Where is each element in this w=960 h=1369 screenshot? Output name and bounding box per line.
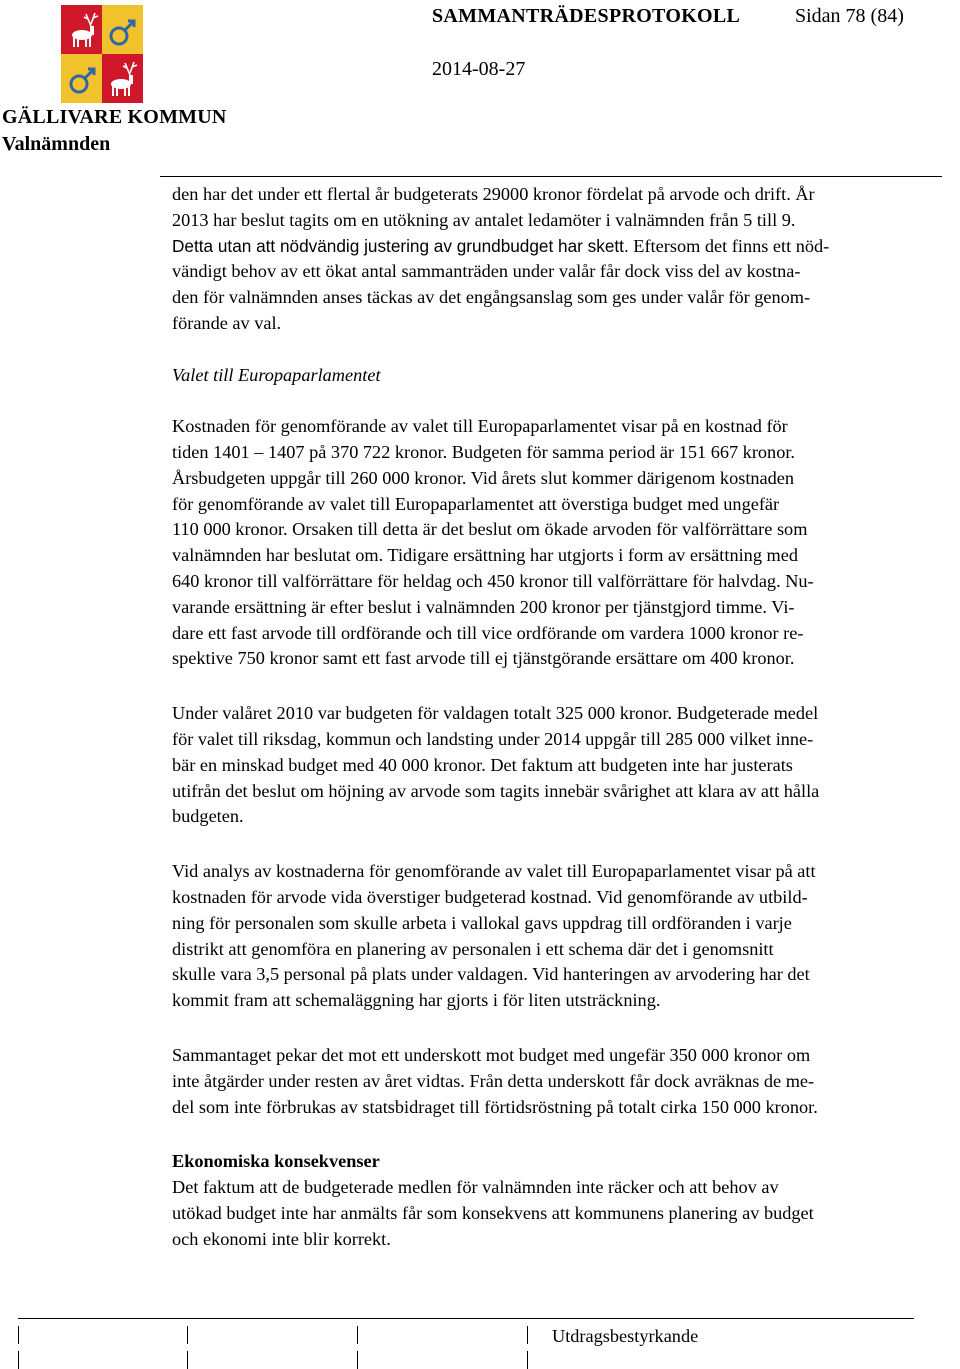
body-line: utökad budget inte har anmälts får som konsekvens att kommunens planering av budget (172, 1202, 814, 1223)
body-line: Kostnaden för genomförande av valet till Europaparlamentet visar på en kostnad för (172, 416, 788, 437)
body-line: valnämnden har beslutat om. Tidigare ersättning har utgjorts i form av ersättning med (172, 545, 798, 566)
body-line (172, 234, 960, 260)
body-line: Under valåret 2010 var budgeten för valdagen totalt 325 000 kronor. Budgeterade medel (172, 703, 819, 724)
protocol-title: SAMMANTRÄDESPROTOKOLL (432, 5, 741, 27)
body-line: bär en minskad budget med 40 000 kronor. Det faktum att budgeten inte har justerats (172, 754, 793, 775)
body-line: spektive 750 kronor samt ett fast arvode till ej tjänstgörande ersättare om 400 kronor. (172, 648, 795, 669)
organization-name: GÄLLIVARE KOMMUN (2, 106, 227, 128)
signature-box-divider (18, 1326, 19, 1344)
crest-quarter-gold-bottom (61, 54, 102, 103)
body-line: vändigt behov av ett ökat antal sammanträden under valår får dock viss del av kostna- (172, 261, 801, 282)
body-line: 110 000 kronor. Orsaken till detta är det beslut om ökade arvoden för valförrättare som (172, 519, 808, 540)
section-heading: Ekonomiska konsekvenser (172, 1151, 380, 1172)
document-date: 2014-08-27 (432, 58, 526, 80)
body-line: utifrån det beslut om höjning av arvode som tagits innebär svårighet att klara av att hålla (172, 780, 820, 801)
body-line: den har det under ett flertal år budgeterats 29000 kronor fördelat på arvode och drift. År (172, 184, 815, 204)
section-heading: Valet till Europaparlamentet (172, 364, 381, 385)
body-line: budgeten. (172, 806, 244, 827)
body-line: förande av val. (172, 312, 282, 333)
body-line: Sammantaget pekar det mot ett underskott mot budget med ungefär 350 000 kronor om (172, 1044, 811, 1065)
body-line: den för valnämnden anses täckas av det engångsanslag som ges under valår för genom- (172, 287, 811, 308)
body-line: dare ett fast arvode till ordförande och till vice ordförande om vardera 1000 kronor re- (172, 622, 804, 643)
certification-label: Utdragsbestyrkande (552, 1326, 699, 1346)
body-text-fragment: Eftersom det finns ett nöd- (628, 235, 830, 256)
document-body (172, 182, 960, 1252)
body-line: Det faktum att de budgeterade medlen för valnämnden inte räcker och att behov av (172, 1177, 779, 1198)
body-line: för valet till riksdag, kommun och landsting under 2014 uppgår till 285 000 vilket inne- (172, 728, 814, 749)
body-line: kommit fram att schemaläggning har gjorts i för liten utsträckning. (172, 990, 661, 1011)
body-line: varande ersättning är efter beslut i valnämnden 200 kronor per tjänstgjord timme. Vi- (172, 596, 795, 617)
signature-box-divider (357, 1351, 358, 1369)
body-line: ning för personalen som skulle arbeta i vallokal gavs uppdrag till ordföranden i varje (172, 912, 792, 933)
signature-box-divider (187, 1326, 188, 1344)
body-line: distrikt att genomföra en planering av personalen i ett schema där det i genomsnitt (172, 938, 774, 959)
body-line: tiden 1401 – 1407 på 370 722 kronor. Budgeten för samma period är 151 667 kronor. (172, 441, 795, 462)
body-line: och ekonomi inte blir korrekt. (172, 1228, 391, 1249)
body-line: 640 kronor till valförrättare för heldag och 450 kronor till valförrättare för halvdag. Nu- (172, 570, 814, 591)
signature-box-divider (527, 1351, 528, 1369)
footer-divider (18, 1318, 914, 1319)
body-line: 2013 har beslut tagits om en utökning av antalet ledamöter i valnämnden från 5 till 9. (172, 209, 796, 230)
body-line: för genomförande av valet till Europaparlamentet att överstiga budget med ungefär (172, 493, 780, 514)
body-line: skulle vara 3,5 personal på plats under valdagen. Vid hanteringen av arvodering har det (172, 964, 810, 985)
body-line: kostnaden för arvode vida överstiger budgeterad kostnad. Vid genomförande av utbild- (172, 886, 808, 907)
body-text-fragment: Detta utan att nödvändig justering av grundbudget har skett. (172, 235, 629, 256)
signature-box-divider (527, 1326, 528, 1344)
signature-box-divider (357, 1326, 358, 1344)
coat-of-arms-logo (60, 4, 144, 104)
department-name: Valnämnden (2, 133, 111, 155)
body-line: Vid analys av kostnaderna för genomförande av valet till Europaparlamentet visar på att (172, 861, 816, 882)
body-line: Årsbudgeten uppgår till 260 000 kronor. Vid årets slut kommer därigenom kostnaden (172, 467, 795, 488)
body-line: del som inte förbrukas av statsbidraget till förtidsröstning på totalt cirka 150 000 kronor. (172, 1096, 818, 1117)
header-divider (160, 176, 942, 177)
body-line: inte åtgärder under resten av året vidtas. Från detta underskott får dock avräknas de me- (172, 1070, 815, 1091)
signature-box-divider (18, 1351, 19, 1369)
signature-box-divider (187, 1351, 188, 1369)
page-number: Sidan 78 (84) (795, 5, 904, 27)
